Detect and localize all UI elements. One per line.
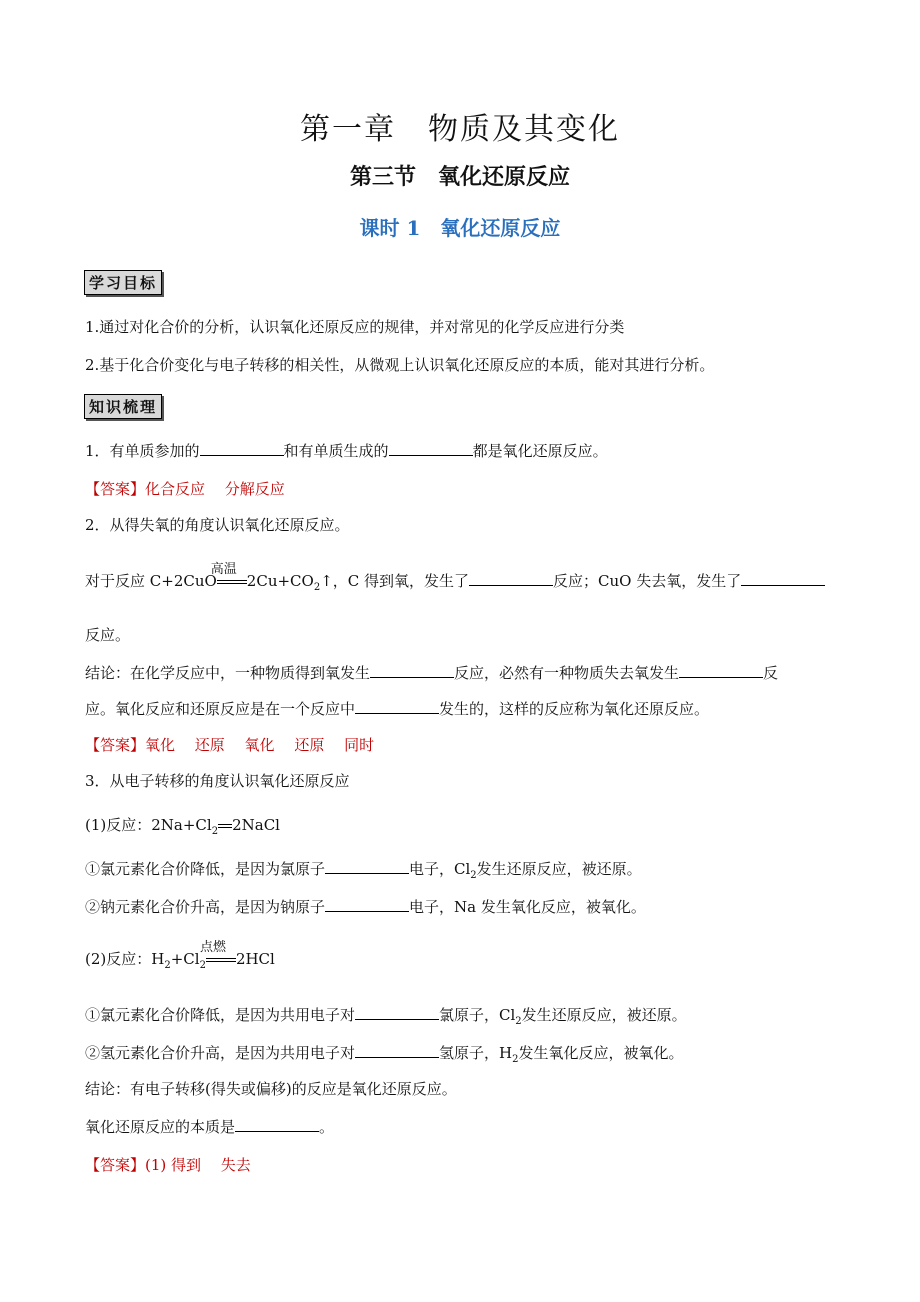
question-3-reaction-1: (1)反应：$2Na+Cl_2$ 2NaCl (85, 816, 280, 837)
chapter-title: 第一章 物质及其变化 (300, 112, 620, 147)
blank[interactable] (200, 440, 284, 456)
answer-1: 【答案】化合反应 分解反应 (85, 480, 285, 498)
section-title: 第三节 氧化还原反应 (349, 165, 570, 190)
question-3-item-1-1: ①氯元素化合价降低，是因为氯原子 电子，$Cl_2$发生还原反应，被还原。 (85, 860, 642, 881)
question-2-title: 2．从得失氧的角度认识氧化还原反应。 (85, 516, 350, 534)
goal-1: 1.通过对化合价的分析，认识氧化还原反应的规律，并对常见的化学反应进行分类 (85, 318, 625, 336)
question-3-item-1-2: ②钠元素化合价升高，是因为钠原子 电子，Na 发生氧化反应，被氧化。 (85, 898, 646, 916)
reaction-equals-sign: 高温 (217, 578, 247, 586)
question-2-conclusion-1: 结论：在化学反应中，一种物质得到氧发生 反应，必然有一种物质失去氧发生 反 (85, 664, 779, 682)
question-3-essence: 氧化还原反应的本质是 。 (85, 1118, 335, 1136)
blank[interactable] (370, 662, 454, 678)
question-3-item-2-2: ②氢元素化合价升高，是因为共用电子对 氢原子，$H_2$发生氧化反应，被氧化。 (85, 1044, 684, 1065)
answer-3: 【答案】(1) 得到 失去 (85, 1156, 251, 1174)
blank[interactable] (389, 440, 473, 456)
answer-2: 【答案】氧化 还原 氧化 还原 同时 (85, 736, 375, 754)
reaction-equals-sign: 点燃 (206, 956, 236, 964)
blank[interactable] (355, 1042, 439, 1058)
question-2-line2: 反应。 (85, 626, 131, 644)
blank[interactable] (469, 570, 553, 586)
blank[interactable] (679, 662, 763, 678)
question-1: 1．有单质参加的 和有单质生成的 都是氧化还原反应。 (85, 442, 608, 460)
reaction-equals-sign (218, 822, 232, 830)
blank[interactable] (325, 896, 409, 912)
blank[interactable] (355, 698, 439, 714)
blank[interactable] (235, 1116, 319, 1132)
question-3-conclusion: 结论：有电子转移(得失或偏移)的反应是氧化还原反应。 (85, 1080, 457, 1098)
question-2-reaction: 对于反应 C+2CuO 高温 $2Cu+CO_2↑$，C 得到氧，发生了 反应；CuO 失去氧，发生了 (85, 570, 825, 593)
lesson-title: 课时 1 氧化还原反应 (359, 216, 561, 240)
question-3-item-2-1: ①氯元素化合价降低，是因为共用电子对 氯原子，$Cl_2$发生还原反应，被还原。 (85, 1006, 687, 1027)
question-3-reaction-2: (2)反应：$H_2+Cl_2$ 点燃 2HCl (85, 940, 275, 971)
blank[interactable] (325, 858, 409, 874)
question-3-title: 3．从电子转移的角度认识氧化还原反应 (85, 772, 350, 790)
blank[interactable] (741, 570, 825, 586)
blank[interactable] (355, 1004, 439, 1020)
goals-heading: 学习目标 (84, 270, 162, 295)
goal-2: 2.基于化合价变化与电子转移的相关性，从微观上认识氧化还原反应的本质，能对其进行分析。 (85, 356, 715, 374)
question-2-conclusion-2: 应。氧化反应和还原反应是在一个反应中 发生的，这样的反应称为氧化还原反应。 (85, 700, 710, 718)
knowledge-heading: 知识梳理 (84, 394, 162, 419)
